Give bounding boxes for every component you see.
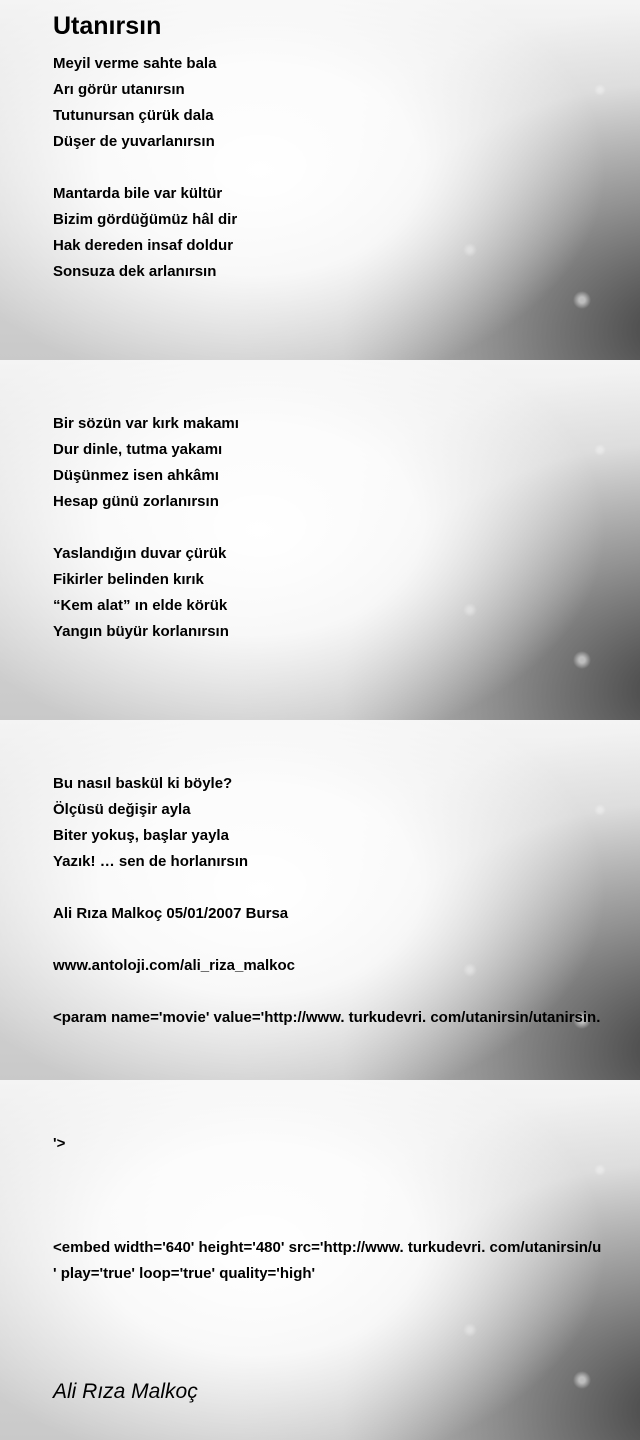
poem-line: Yangın büyür korlanırsın bbox=[53, 623, 229, 640]
close-tag bbox=[53, 1131, 65, 1157]
poem-line: Düşünmez isen ahkâmı bbox=[53, 467, 219, 484]
poem-line: Fikirler belinden kırık bbox=[53, 571, 204, 588]
stanza-3 bbox=[53, 411, 239, 515]
poem-line: Meyil verme sahte bala bbox=[53, 55, 217, 72]
author-line: Ali Rıza Malkoç 05/01/2007 Bursa bbox=[53, 905, 289, 922]
stanza-5 bbox=[53, 771, 248, 875]
poem-line: Bu nasıl baskül ki böyle? bbox=[53, 775, 233, 792]
poem-line: Bizim gördüğümüz hâl dir bbox=[53, 211, 238, 228]
param-code bbox=[53, 1005, 600, 1031]
poem-line: Bir sözün var kırk makamı bbox=[53, 415, 239, 432]
embed-line: <embed width='640' height='480' src='http://www. turkudevri. com/utanirsin/u bbox=[53, 1239, 602, 1256]
poem-line: Arı görür utanırsın bbox=[53, 81, 185, 98]
poem-line: Hak dereden insaf doldur bbox=[53, 237, 234, 254]
poem-line: Dur dinle, tutma yakamı bbox=[53, 441, 223, 458]
close-tag-line: '> bbox=[53, 1135, 66, 1152]
poem-line: Mantarda bile var kültür bbox=[53, 185, 223, 202]
poem-panel-2 bbox=[0, 360, 640, 720]
poem-title: Utanırsın bbox=[53, 12, 162, 40]
poem-line: Yaslandığın duvar çürük bbox=[53, 545, 227, 562]
author-signature: Ali Rıza Malkoç bbox=[53, 1380, 198, 1403]
poem-panel-4 bbox=[0, 1080, 640, 1440]
param-line: <param name='movie' value='http://www. turkudevri. com/utanirsin/utanirsin. bbox=[53, 1009, 601, 1026]
poem-line: Biter yokuş, başlar yayla bbox=[53, 827, 229, 844]
url-text: www.antoloji.com/ali_riza_malkoc bbox=[53, 957, 296, 974]
poem-panel-1 bbox=[0, 0, 640, 360]
poem-line: Hesap günü zorlanırsın bbox=[53, 493, 219, 510]
poem-line: Tutunursan çürük dala bbox=[53, 107, 214, 124]
poem-line: “Kem alat” ın elde körük bbox=[53, 597, 228, 614]
poem-line: Sonsuza dek arlanırsın bbox=[53, 263, 217, 280]
stanza-2 bbox=[53, 181, 237, 285]
stanza-4 bbox=[53, 541, 229, 645]
poem-panel-3 bbox=[0, 720, 640, 1080]
embed-line: ' play='true' loop='true' quality='high' bbox=[53, 1265, 316, 1282]
poem-line: Düşer de yuvarlanırsın bbox=[53, 133, 215, 150]
source-url bbox=[53, 953, 295, 979]
author-date-line bbox=[53, 901, 288, 927]
embed-code bbox=[53, 1235, 601, 1287]
poem-line: Ölçüsü değişir ayla bbox=[53, 801, 191, 818]
stanza-1 bbox=[53, 51, 216, 155]
poem-line: Yazık! … sen de horlanırsın bbox=[53, 853, 249, 870]
